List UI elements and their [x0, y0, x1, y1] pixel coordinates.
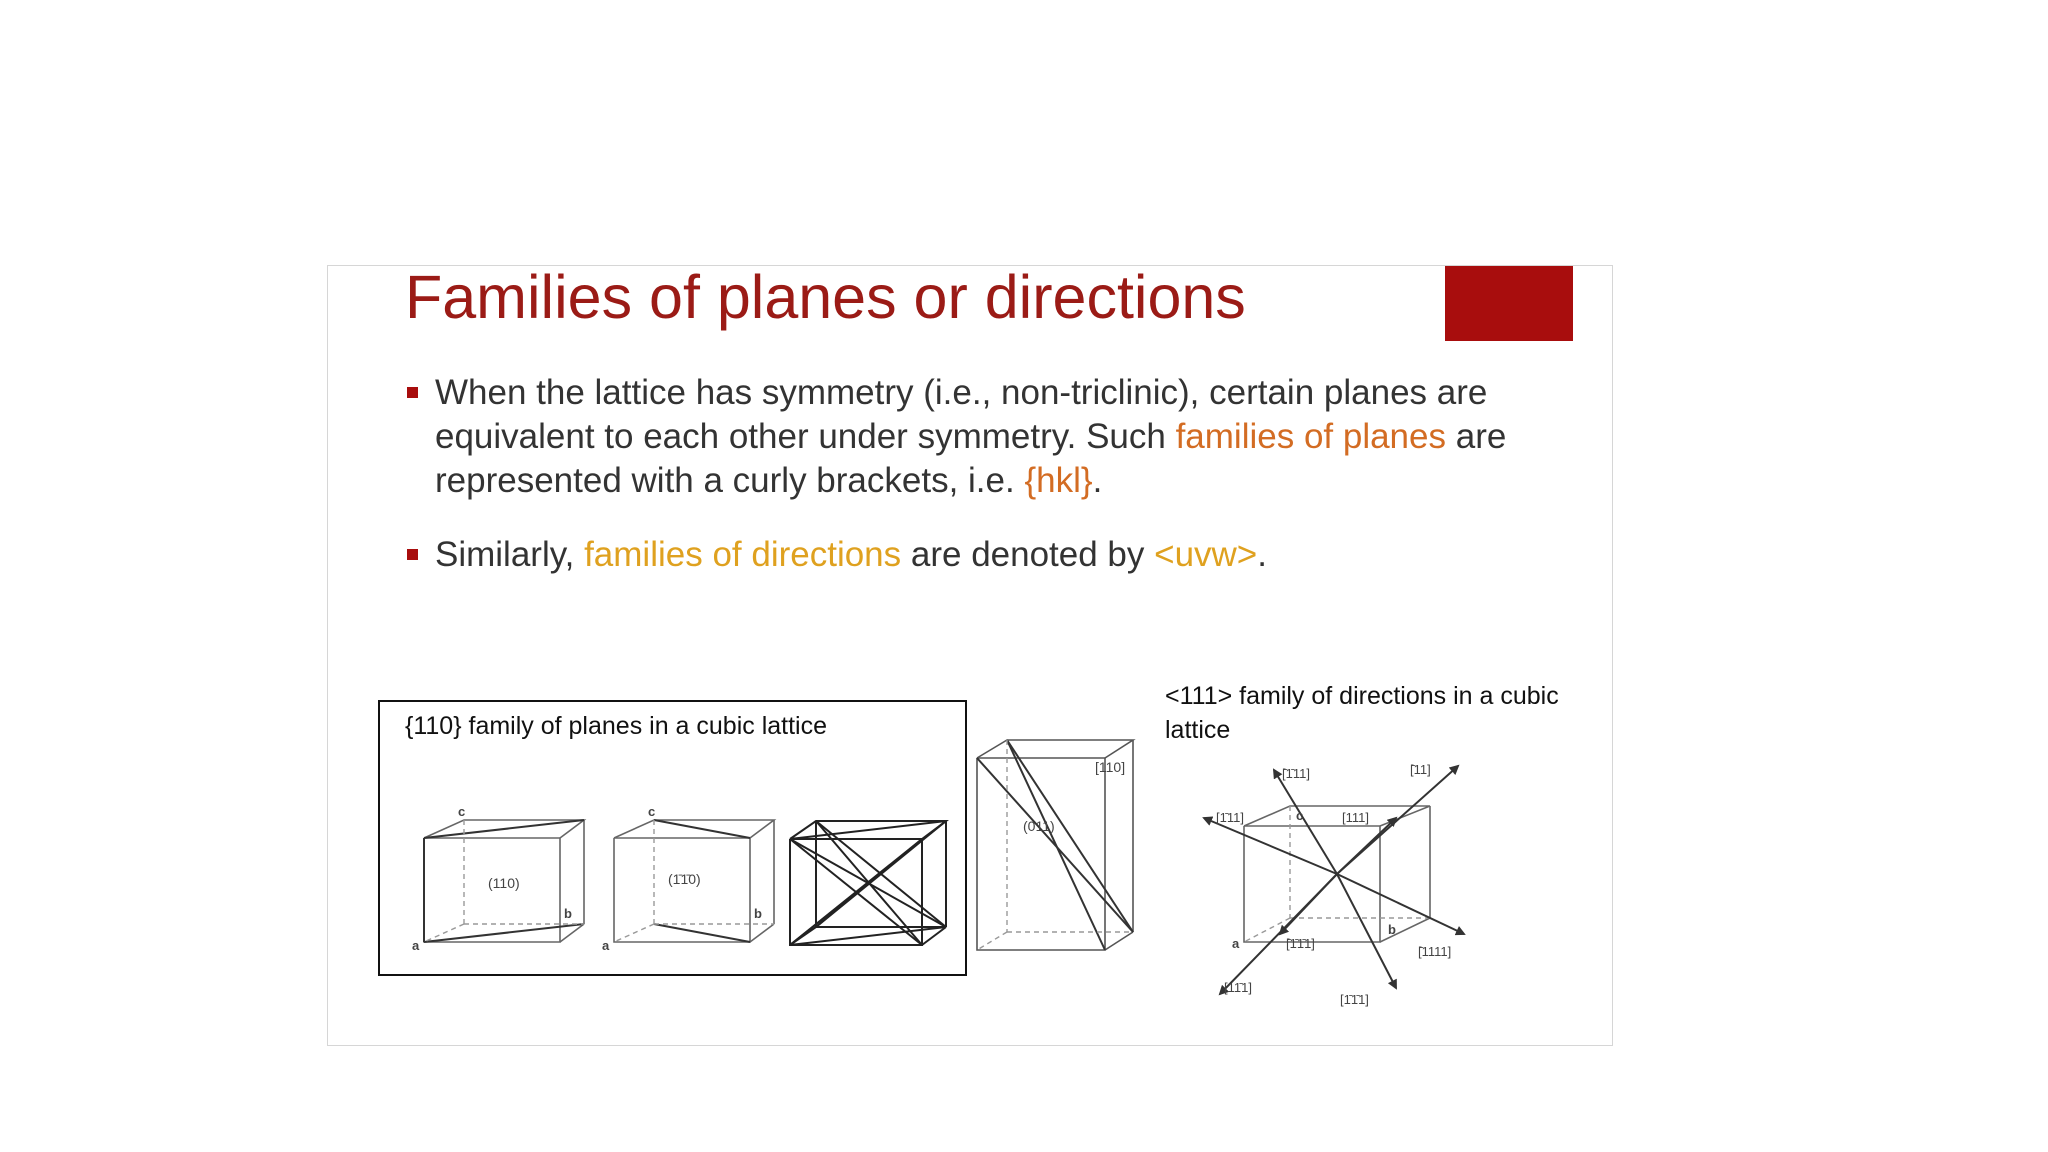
- corner-label-c: c: [458, 804, 466, 819]
- cube-all-110-planes-figure: [786, 811, 950, 951]
- direction-label: [̄11]: [1410, 762, 1431, 777]
- bullet-text: .: [1257, 535, 1267, 574]
- bullet-text: Similarly,: [435, 535, 585, 574]
- corner-label-c: c: [648, 804, 656, 819]
- bullet-text: When the lattice has symmetry (i.e., non-triclinic), certain planes are equivalent to each other under symmetry. Such: [435, 373, 1488, 456]
- bullet-square-icon: [407, 549, 418, 560]
- cube-1bar10-plane-figure: [602, 804, 780, 954]
- corner-label-a: a: [602, 938, 610, 953]
- planes-figure-caption: {110} family of planes in a cubic lattice: [405, 712, 828, 740]
- direction-label: [11̄1]: [1224, 980, 1252, 995]
- bullet-square-icon: [407, 387, 418, 398]
- plane-label-011: (011): [1023, 818, 1055, 834]
- bullet-list: [404, 371, 1554, 577]
- plane-label: (1̄1̄0): [668, 871, 701, 887]
- bullet-text: are represented with a curly brackets, i.e.: [435, 417, 1507, 500]
- bullet-item: [404, 533, 1554, 577]
- highlight-uvw: <uvw>: [1154, 535, 1258, 574]
- corner-label-a: a: [1232, 936, 1240, 951]
- highlight-families-of-directions: families of directions: [584, 535, 902, 574]
- direction-label: [1̄11]: [1216, 810, 1244, 825]
- corner-label-b: b: [564, 906, 572, 921]
- corner-label-a: a: [412, 938, 420, 953]
- corner-label-b: b: [1388, 922, 1396, 937]
- direction-label: [̄1̄11]: [1282, 766, 1310, 781]
- slide: [327, 265, 1613, 1046]
- bullet-item: [404, 371, 1554, 503]
- direction-label: [̄1̄1̄1]: [1286, 936, 1315, 951]
- corner-label-b: b: [754, 906, 762, 921]
- title-accent-block: [1445, 266, 1573, 341]
- corner-label-c: c: [1296, 808, 1304, 823]
- plane-label: (110): [488, 875, 520, 891]
- direction-label: [1̄1̄1]: [1340, 992, 1369, 1007]
- bullet-text: .: [1092, 461, 1103, 500]
- highlight-hkl: {hkl}: [1024, 461, 1093, 500]
- slide-title: Families of planes or directions: [405, 263, 1246, 331]
- bullet-text: are denoted by: [901, 535, 1155, 574]
- cell-011-plane-figure: [973, 736, 1139, 961]
- directions-figure-caption: <111> family of directions in a cubic lattice: [1165, 682, 1559, 744]
- directions-111-figure: [1190, 756, 1480, 1034]
- direction-label-110: [110]: [1095, 759, 1126, 775]
- cube-110-plane-figure: [412, 804, 590, 954]
- highlight-families-of-planes: families of planes: [1175, 417, 1446, 456]
- direction-label: [111]: [1342, 810, 1369, 825]
- direction-label: [̄1111]: [1418, 944, 1452, 959]
